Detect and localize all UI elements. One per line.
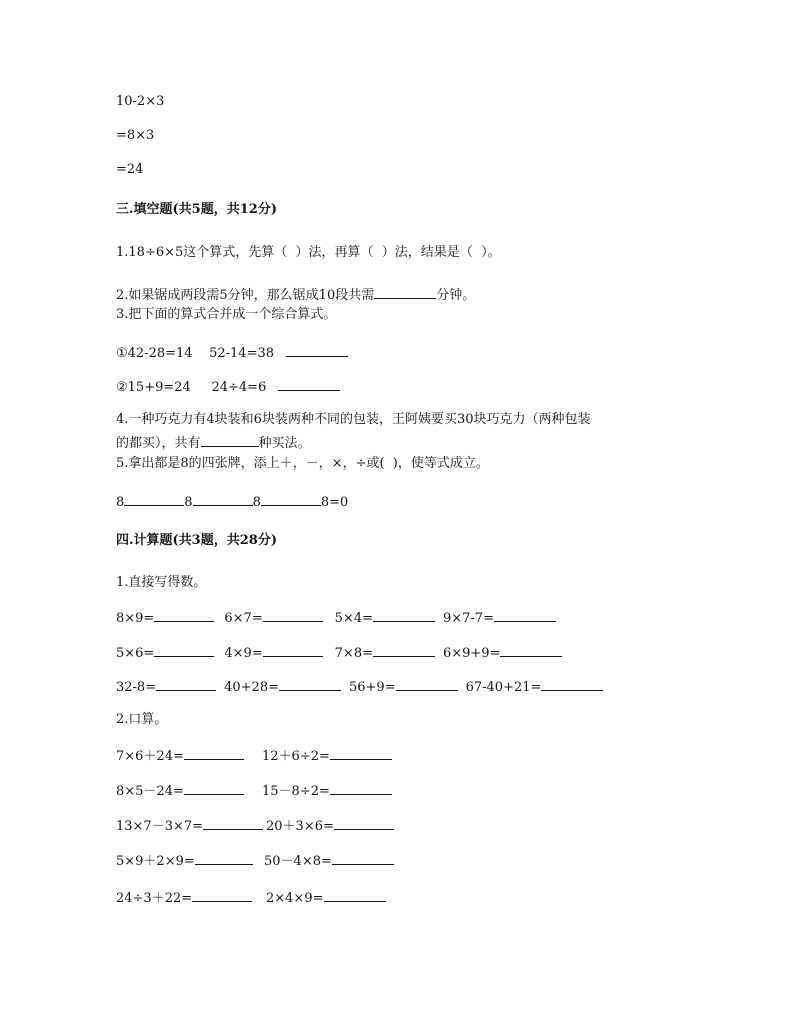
calc-item: 56+9= (348, 680, 396, 695)
s4-row-1 (116, 609, 556, 627)
prev-solution-line-3: =24 (116, 162, 144, 177)
calc-item: 5×4= (334, 611, 373, 626)
calc-item: 32-8= (116, 680, 157, 695)
answer-blank[interactable] (373, 609, 435, 622)
oral-item: 2×4×9= (266, 891, 324, 906)
answer-blank[interactable] (373, 644, 435, 657)
answer-blank[interactable] (396, 678, 458, 691)
oral-item: 5×9＋2×9= (116, 854, 195, 869)
answer-blank[interactable] (330, 747, 392, 760)
calc-item: 67-40+21= (465, 680, 542, 695)
answer-blank[interactable] (184, 782, 244, 795)
answer-blank[interactable] (203, 817, 263, 830)
answer-blank[interactable] (263, 609, 323, 622)
answer-blank[interactable] (334, 817, 394, 830)
answer-blank[interactable] (324, 889, 386, 902)
s3-q4-suffix: 种买法。 (258, 436, 311, 451)
answer-blank[interactable] (286, 344, 348, 357)
s3-q3b-text: ②15+9=24 24÷4=6 (116, 380, 267, 395)
calc-item: 6×9+9= (442, 646, 501, 661)
answer-blank[interactable] (201, 434, 259, 447)
section3-heading: 三.填空题(共5题，共12分) (116, 202, 277, 217)
card-8: 8 (116, 495, 125, 510)
s3-question-4-line2 (116, 434, 311, 452)
answer-blank[interactable] (374, 286, 436, 299)
operator-blank[interactable] (193, 493, 253, 506)
section4-heading: 四.计算题(共3题，共28分) (116, 533, 277, 548)
s3-question-1: 1.18÷6×5这个算式，先算（ ）法，再算（ ）法，结果是（ ）。 (116, 245, 501, 260)
s3-q4-text: 的都买），共有 (116, 436, 201, 451)
s3-question-2 (116, 286, 475, 304)
s3-question-4-line1: 4.一种巧克力有4块装和6块装两种不同的包装，王阿姨要买30块巧克力（两种包装 (116, 412, 591, 427)
oral-row-4 (116, 852, 394, 870)
oral-row-2 (116, 782, 392, 800)
oral-item: 24÷3＋22= (116, 891, 193, 906)
calc-item: 7×8= (334, 646, 373, 661)
s4-row-3 (116, 678, 603, 696)
oral-row-5 (116, 889, 386, 907)
answer-blank[interactable] (541, 678, 603, 691)
s3-question-3: 3.把下面的算式合并成一个综合算式。 (116, 307, 337, 322)
calc-item: 5×6= (116, 646, 155, 661)
answer-blank[interactable] (500, 644, 562, 657)
oral-item: 8×5－24= (116, 784, 184, 799)
oral-row-1 (116, 747, 392, 765)
calc-item: 40+28= (224, 680, 279, 695)
s4-question-1: 1.直接写得数。 (116, 575, 207, 590)
card-8: 8 (184, 495, 193, 510)
answer-blank[interactable] (279, 678, 341, 691)
s3-q3-item-b (116, 378, 340, 396)
oral-item: 15－8÷2= (262, 784, 330, 799)
s3-q3a-text: ①42-28=14 52-14=38 (116, 346, 275, 361)
answer-blank[interactable] (154, 609, 214, 622)
card-8: 8 (252, 495, 261, 510)
answer-blank[interactable] (332, 852, 394, 865)
operator-blank[interactable] (124, 493, 184, 506)
oral-item: 20＋3×6= (266, 819, 334, 834)
s3-q2-text: 2.如果锯成两段需5分钟，那么锯成10段共需 (116, 288, 375, 303)
oral-item: 7×6＋24= (116, 749, 184, 764)
operator-blank[interactable] (261, 493, 321, 506)
answer-blank[interactable] (330, 782, 392, 795)
calc-item: 4×9= (224, 646, 263, 661)
s4-question-2: 2.口算。 (116, 712, 168, 727)
s3-q2-suffix: 分钟。 (436, 288, 476, 303)
answer-blank[interactable] (494, 609, 556, 622)
answer-blank[interactable] (154, 644, 214, 657)
answer-blank[interactable] (263, 644, 323, 657)
calc-item: 9×7-7= (442, 611, 494, 626)
answer-blank[interactable] (156, 678, 216, 691)
prev-solution-line-1: 10-2×3 (116, 94, 165, 109)
oral-row-3 (116, 817, 394, 835)
oral-item: 50－4×8= (264, 854, 332, 869)
calc-item: 8×9= (116, 611, 155, 626)
card-8-result: 8=0 (320, 495, 349, 510)
oral-item: 13×7－3×7= (116, 819, 204, 834)
s3-q5-equation (116, 493, 348, 511)
calc-item: 6×7= (224, 611, 263, 626)
s3-question-5: 5.拿出都是8的四张牌，添上＋，－，×，÷或( )，使等式成立。 (116, 456, 489, 471)
answer-blank[interactable] (278, 378, 340, 391)
answer-blank[interactable] (184, 747, 244, 760)
s3-q3-item-a (116, 344, 348, 362)
s4-row-2 (116, 644, 562, 662)
oral-item: 12＋6÷2= (262, 749, 330, 764)
answer-blank[interactable] (192, 889, 252, 902)
prev-solution-line-2: =8×3 (116, 128, 155, 143)
answer-blank[interactable] (195, 852, 253, 865)
